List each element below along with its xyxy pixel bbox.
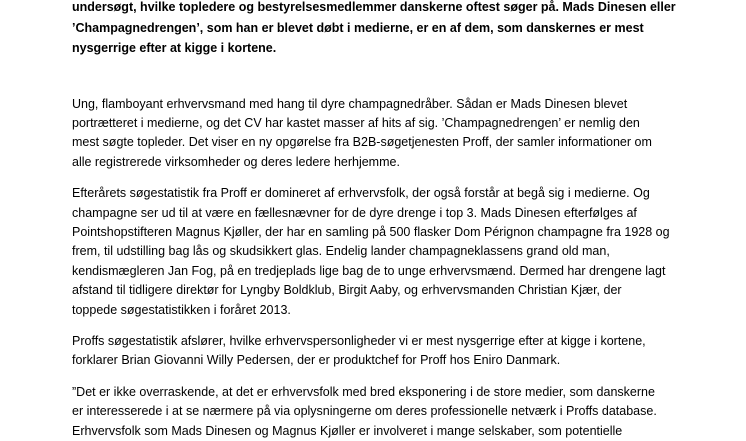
- paragraph-intro: [72, 95, 692, 173]
- paragraph-spacer: [72, 371, 692, 383]
- lead-line: ’Champagnedrengen’, som han er blevet døbt i medierne, er en af dem, som danskernes er mest: [72, 20, 644, 35]
- text-line: ”Det er ikke overraskende, at det er erhvervsfolk med bred eksponering i de store medier, som danskerne: [72, 384, 655, 399]
- paragraph-quote: [72, 383, 692, 441]
- text-line: afstand til tidligere direktør for Lyngby Boldklub, Birgit Aaby, og erhvervsmanden Christian Kjær, der: [72, 283, 622, 298]
- text-line: mest søgte topleder. Det viser en ny opgørelse fra B2B-søgetjenesten Proff, der samler informationer om: [72, 135, 652, 150]
- paragraph-spacer: [72, 59, 692, 95]
- text-line: Efterårets søgestatistik fra Proff er domineret af erhvervsfolk, der også forstår at begå sig i medierne. Og: [72, 186, 650, 201]
- text-line: alle registrerede virksomheder og deres ledere herhjemme.: [72, 154, 400, 169]
- text-line: kendismægleren Jan Fog, på en tredjeplads lige bag de to unge erhvervsmænd. Dermed har drengene lagt: [72, 263, 666, 278]
- text-line: Proffs søgestatistik afslører, hvilke erhvervspersonligheder vi er mest nysgerrige efter at kigge i kortene,: [72, 333, 646, 348]
- paragraph-spacer: [72, 172, 692, 184]
- text-line: Ung, flamboyant erhvervsmand med hang til dyre champagnedråber. Sådan er Mads Dinesen blevet: [72, 96, 628, 111]
- text-line: forklarer Brian Giovanni Willy Pedersen, der er produktchef for Proff hos Eniro Danmark.: [72, 353, 561, 368]
- article-body: [72, 0, 692, 441]
- lead-paragraph: [72, 0, 692, 59]
- text-line: Erhvervsfolk som Mads Dinesen og Magnus Kjøller er involveret i mange selskaber, som potentielle: [72, 423, 623, 438]
- paragraph-explanation: [72, 332, 692, 371]
- text-line: frem, til udstilling bag lås og skudsikkert glas. Endelig lander champagneklassens grand old man,: [72, 244, 610, 259]
- text-line: toppede søgestatistikken i foråret 2013.: [72, 302, 291, 317]
- paragraph-statistics: [72, 184, 692, 320]
- paragraph-spacer: [72, 320, 692, 332]
- text-line: portrætteret i medierne, og det CV har kastet masser af hits af sig. ’Champagnedrengen’ er nemlig den: [72, 115, 640, 130]
- lead-line: nysgerrige efter at kigge i kortene.: [72, 41, 277, 55]
- lead-line: undersøgt, hvilke topledere og bestyrelsesmedlemmer danskerne oftest søger på. Mads Dinesen eller: [72, 0, 676, 14]
- text-line: er interesserede i at se nærmere på via oplysningerne om deres professionelle netværk i Proffs database.: [72, 404, 657, 419]
- text-line: Pointshopstifteren Magnus Kjøller, der har en samling på 500 flasker Dom Pérignon champagne fra 1928 og: [72, 224, 670, 239]
- text-line: champagne ser ud til at være en fællesnævner for de dyre drenge i top 3. Mads Dinesen efterfølges af: [72, 205, 637, 220]
